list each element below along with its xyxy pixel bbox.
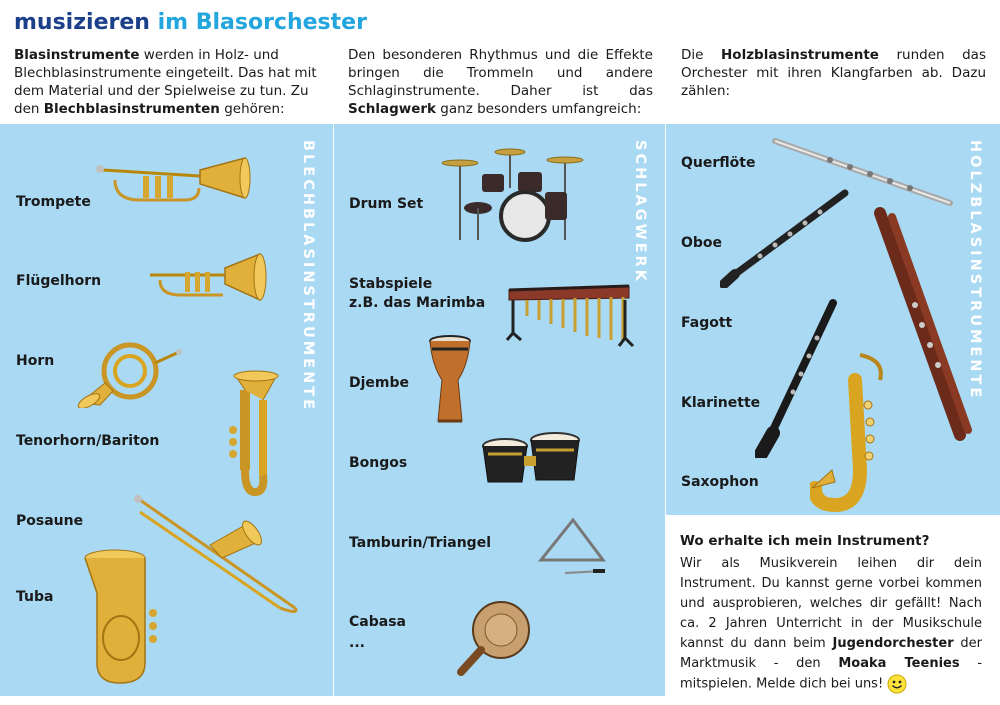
info-body: [680, 554, 982, 695]
oboe-icon: [720, 188, 850, 288]
label-fagott: Fagott: [681, 315, 733, 331]
bongos-icon: [480, 432, 590, 492]
page-title: [14, 10, 367, 35]
label-stabspiele: Stabspiele: [349, 276, 433, 292]
label-bongos: Bongos: [349, 455, 408, 471]
text-segment: gehören:: [219, 101, 285, 117]
label-querfloete: Querflöte: [681, 155, 756, 171]
label-trompete: Trompete: [16, 194, 91, 210]
bold-text: Schlagwerk: [348, 101, 437, 117]
drum-set-icon: [440, 148, 590, 243]
triangle-icon: [535, 515, 610, 580]
text-segment: werden in Holz- und Blechblasinstrumente eingeteilt. Das hat mit dem Material und der Spielweise zu tun. Zu den: [14, 47, 317, 117]
label-klarinette: Klarinette: [681, 395, 761, 411]
intro-percussion: [348, 46, 653, 118]
text-segment: Die: [681, 47, 721, 63]
info-title: Wo erhalte ich mein Instrument?: [680, 533, 930, 549]
djembe-icon: [428, 335, 473, 425]
text-segment: der Marktmusik - den: [680, 636, 983, 671]
info-box: [666, 515, 1000, 705]
bold-text: Jugendorchester: [832, 636, 954, 651]
text-segment: - mitspielen. Melde dich bei uns!: [680, 656, 983, 692]
label-more: ...: [349, 635, 365, 651]
text-segment: ganz besonders umfangreich:: [436, 101, 642, 117]
intro-woodwind: [681, 46, 986, 100]
label-oboe: Oboe: [681, 235, 723, 251]
marimba-icon: [505, 278, 635, 350]
fluegelhorn-icon: [145, 250, 270, 305]
label-marimba: z.B. das Marimba: [349, 295, 486, 311]
title-part-1: musizieren: [14, 10, 150, 35]
tenorhorn-icon: [215, 370, 290, 500]
label-fluegelhorn: Flügelhorn: [16, 273, 102, 289]
bold-text: Holzblasinstrumente: [721, 47, 879, 63]
label-tamburin-triangel: Tamburin/Triangel: [349, 535, 491, 551]
smiley-icon: [887, 674, 907, 694]
label-saxophon: Saxophon: [681, 474, 759, 490]
column-divider: [333, 124, 334, 696]
cabasa-icon: [453, 598, 533, 678]
brass-vertical-title: BLECHBLASINSTRUMENTE: [300, 140, 316, 412]
label-posaune: Posaune: [16, 513, 84, 529]
percussion-vertical-title: SCHLAGWERK: [632, 140, 648, 284]
intro-brass: [14, 46, 324, 118]
saxophone-icon: [810, 350, 895, 515]
label-cabasa: Cabasa: [349, 614, 406, 630]
woodwind-vertical-title: HOLZBLASINSTRUMENTE: [967, 140, 983, 401]
title-part-2: im Blasorchester: [157, 10, 367, 35]
info-text: [680, 556, 982, 692]
text-segment: runden das Orchester mit ihren Klangfarben ab. Dazu zählen:: [681, 47, 986, 99]
label-drum-set: Drum Set: [349, 196, 424, 212]
text-segment: Den besonderen Rhythmus und die Effekte bringen die Trommeln und andere Schlaginstrumente. Daher ist das: [348, 47, 653, 99]
bold-text: Moaka Teenies: [838, 656, 960, 671]
bold-text: Blasinstrumente: [14, 47, 140, 63]
label-horn: Horn: [16, 353, 55, 369]
label-djembe: Djembe: [349, 375, 410, 391]
horn-icon: [75, 333, 185, 408]
trumpet-icon: [95, 150, 255, 220]
bold-text: Blechblasinstrumenten: [43, 101, 220, 117]
label-tenorhorn: Tenorhorn/Bariton: [16, 433, 160, 449]
text-segment: Wir als Musikverein leihen dir dein Instrument. Du kannst gerne vorbei kommen und ausprobieren, welches dir gefällt! Nach ca. 2 Jahren Unterricht in der Musikschule kannst du dann beim: [680, 556, 982, 651]
label-tuba: Tuba: [16, 589, 54, 605]
tuba-icon: [75, 548, 165, 688]
